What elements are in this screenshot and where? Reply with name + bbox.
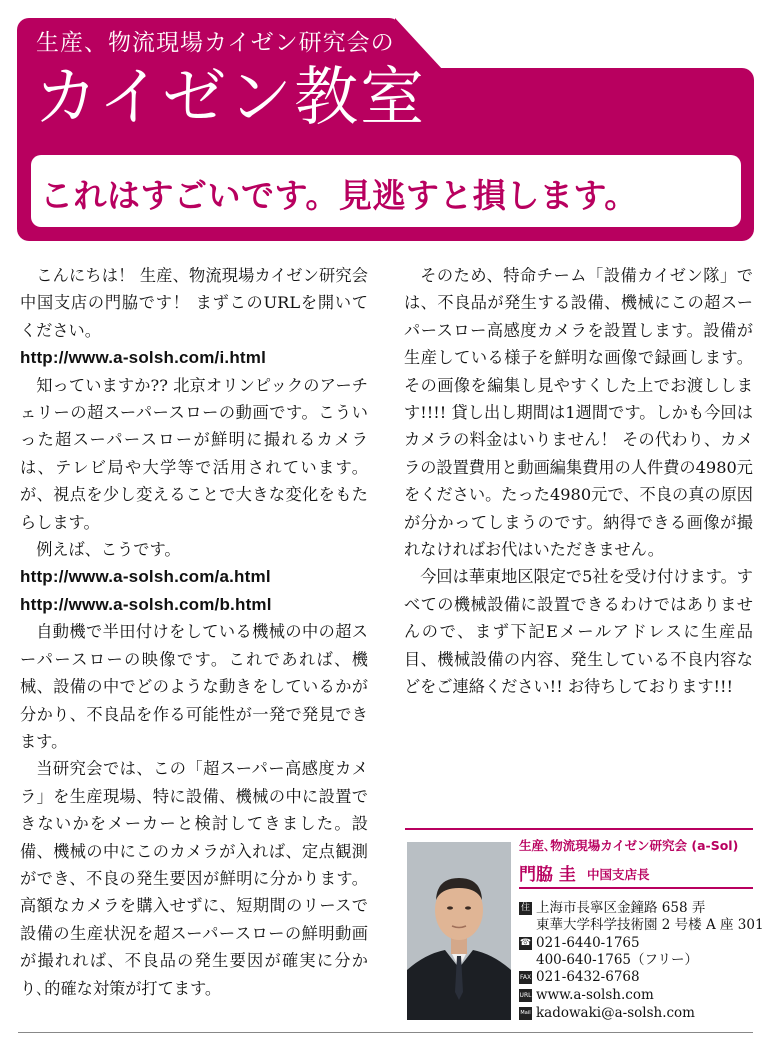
fax-icon: FAX bbox=[519, 971, 532, 984]
freephone-row bbox=[519, 952, 698, 969]
paragraph: こんにちは！ 生産、物流現場カイゼン研究会中国支店の門脇です！ まずこのURLを開いてください。 bbox=[20, 266, 368, 340]
paragraph: 例えば、こうです。 bbox=[36, 540, 181, 560]
url-link[interactable]: http://www.a-solsh.com/a.html bbox=[20, 567, 271, 587]
author-photo bbox=[407, 842, 511, 1020]
email-link[interactable]: kadowaki@a-solsh.com bbox=[536, 1005, 695, 1021]
web-icon: URL bbox=[519, 989, 532, 1002]
fax-row bbox=[519, 969, 640, 986]
url-link[interactable]: http://www.a-solsh.com/b.html bbox=[20, 594, 272, 614]
phone-number: 021-6440-1765 bbox=[536, 935, 640, 951]
paragraph: 当研究会では、この「超スーパー高感度カメラ」を生産現場、特に設備、機械の中に設置できないかをメーカーと検討してきました。設備、機械の中にこのカメラが入れば、定点観測ができ、不良の発生要因が鮮明に分かります。高額なカメラを購入せずに、短期間のリースで設備の生産状況を超スーパースローの鮮明動画が撮れれば、不良品の発生要因が確実に分かり､的確な対策が打てます。 bbox=[20, 759, 368, 998]
address-line-2: 東華大学科学技術園 2 号楼 A 座 301 bbox=[536, 917, 764, 933]
address-row-2 bbox=[519, 917, 764, 934]
paragraph: 知っていますか?? 北京オリンピックのアーチェリーの超スーパースローの動画です。こういった超スーパースローが鮮明に撮れるカメラは、テレビ局や大学等で活用されています。が、視点を少し変えることで大きな変化をもたらします。 bbox=[20, 375, 368, 532]
phone-row bbox=[519, 935, 640, 952]
bottom-rule bbox=[18, 1032, 753, 1033]
address-icon: 住 bbox=[520, 903, 530, 913]
column-divider bbox=[386, 262, 387, 1022]
left-column bbox=[20, 262, 368, 1002]
mail-icon: Mail bbox=[519, 1007, 532, 1020]
profile-name: 門脇 圭 bbox=[519, 865, 576, 885]
address-line-1: 上海市長寧区金鐘路 658 弄 bbox=[536, 900, 706, 916]
profile-org: 生産､物流現場カイゼン研究会 (a-Sol) bbox=[519, 838, 739, 853]
url-row bbox=[519, 987, 654, 1004]
page-title: カイゼン教室 bbox=[34, 61, 427, 135]
author-portrait-illustration bbox=[407, 842, 511, 1020]
fax-number: 021-6432-6768 bbox=[536, 969, 640, 985]
mail-row bbox=[519, 1005, 695, 1022]
series-org-title: 生産、物流現場カイゼン研究会の bbox=[36, 30, 395, 56]
paragraph: 自動機で半田付けをしている機械の中の超スーパースローの映像です。これであれば、機械、設備の中でどのような動きをしているかが分かり、不良品を作る可能性が一発で発見できます。 bbox=[20, 622, 368, 751]
paragraph: そのため、特命チーム「設備カイゼン隊」では、不良品が発生する設備、機械にこの超スーパースロー高感度カメラを設置します。設備が生産している様子を鮮明な画像で録画します。その画像を編集し見やすくした上でお渡しします!!!! 貸し出し期間は1週間です。しかも今回はカメラの料金はいりません！ その代わり、カメラの設置費用と動画編集費用の人件費の4980元をください。たった4980元で、不良の真の原因が分かってしまうのです。納得できる画像が撮れなければお代はいただきません。 bbox=[404, 266, 753, 560]
paragraph: 今回は華東地区限定で5社を受け付けます。すべての機械設備に設置できるわけではありませんので、まず下記Eメールアドレスに生産品目、機械設備の内容、発生している不良内容などをご連絡ください!! お待ちしております!!! bbox=[404, 567, 753, 697]
address-row bbox=[519, 900, 705, 917]
tagline: これはすごいです。見逃すと損します。 bbox=[40, 176, 638, 215]
phone-icon: ☎ bbox=[519, 938, 532, 948]
profile-mid-rule bbox=[519, 887, 753, 889]
profile-title: 中国支店長 bbox=[587, 867, 650, 882]
website-link[interactable]: www.a-solsh.com bbox=[536, 987, 654, 1003]
url-link[interactable]: http://www.a-solsh.com/i.html bbox=[20, 348, 267, 368]
profile-top-rule bbox=[405, 828, 753, 830]
freephone-number: 400-640-1765（フリー） bbox=[536, 952, 698, 968]
right-column bbox=[404, 262, 753, 701]
